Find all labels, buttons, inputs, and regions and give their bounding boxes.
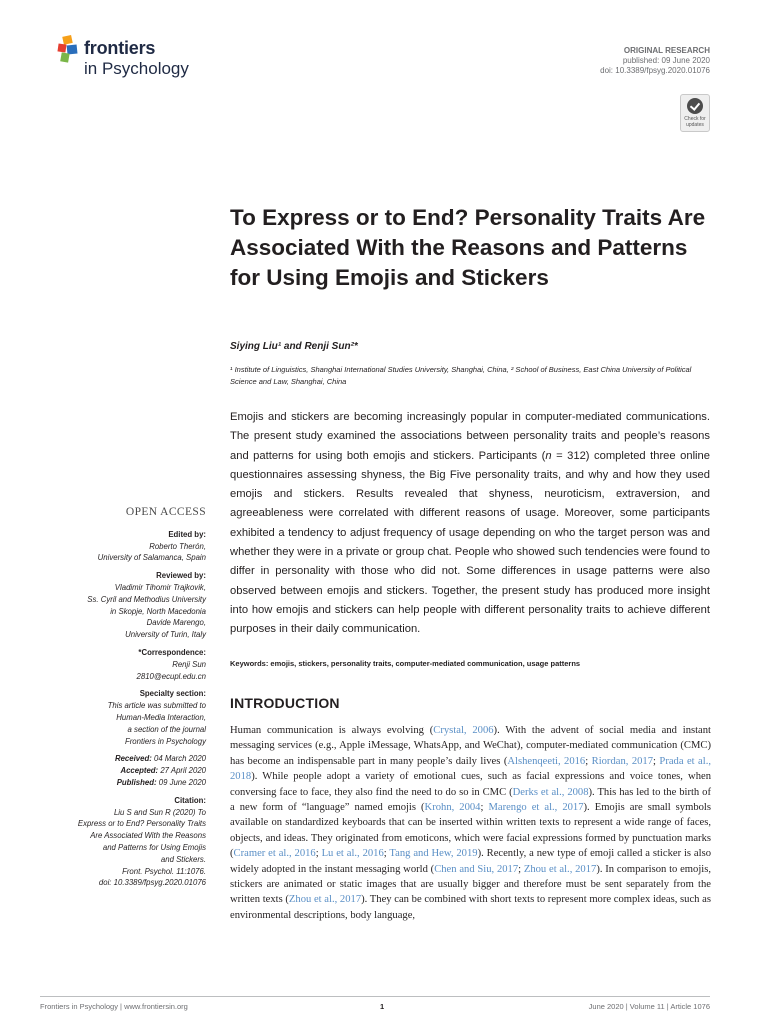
sidebar-line: University of Turin, Italy — [125, 630, 206, 640]
author-affiliations: ¹ Institute of Linguistics, Shanghai International Studies University, Shanghai, China, ² School of Business, East China University of Political Science and Law, Shanghai, China — [230, 365, 692, 386]
sidebar-line: This article was submitted to — [107, 701, 206, 711]
article-authors[interactable]: Siying Liu¹ and Renji Sun²* — [230, 341, 358, 352]
sidebar-line[interactable]: 2810@ecupl.edu.cn — [136, 671, 206, 681]
body-text-run: ; — [653, 755, 660, 767]
check-updates-label: Check for updates — [684, 116, 706, 128]
correspondence-list[interactable] — [40, 659, 206, 683]
specialty-heading: Specialty section: — [139, 689, 206, 699]
citation-link[interactable]: Lu et al., 2016 — [321, 848, 384, 860]
body-text-run: Human communication is always evolving ( — [230, 725, 434, 736]
body-text-run: ). With the advent of social media and instant messaging services (e.g., Apple iMessage, WhatsApp, and WeChat), computer-mediated communication (CMC) has become an indispensable part in many people’s daily lives ( — [230, 725, 711, 767]
citation-link[interactable]: Alshenqeeti, 2016 — [507, 755, 586, 767]
citation-link[interactable]: Zhou et al., 2017 — [523, 863, 597, 875]
sidebar-line: Vladimir Tihomir Trajkovik, — [114, 582, 206, 592]
body-text-run: ; — [518, 863, 524, 875]
body-text-run: ; — [383, 848, 390, 860]
citation-link[interactable]: Tang and Hew, 2019 — [389, 848, 478, 860]
sidebar-line[interactable]: Renji Sun — [172, 659, 206, 669]
edited-by-list — [40, 541, 206, 565]
citation-link[interactable]: Chen and Siu, 2017 — [434, 863, 519, 875]
sidebar-line: Frontiers in Psychology — [124, 736, 206, 746]
sidebar-line: in Skopje, North Macedonia — [110, 606, 206, 616]
article-info-sidebar — [40, 507, 206, 889]
page-number: 1 — [380, 1002, 385, 1011]
sidebar-line: a section of the journal — [127, 724, 206, 734]
sidebar-line: Ss. Cyril and Methodius University — [87, 594, 206, 604]
article-meta — [600, 46, 710, 76]
accepted-date: Accepted: 27 April 2020 — [120, 766, 206, 776]
checkmark-icon — [687, 98, 703, 114]
sidebar-line: Liu S and Sun R (2020) To — [113, 807, 206, 817]
abstract-n-symbol: n — [545, 449, 552, 462]
specialty-list — [40, 700, 206, 747]
received-date: Received: 04 March 2020 — [114, 754, 206, 764]
introduction-paragraph — [230, 723, 711, 923]
citation-link[interactable]: Marengo et al., 2017 — [488, 802, 584, 814]
citation-link[interactable]: Riordan, 2017 — [591, 755, 654, 767]
article-doi[interactable]: doi: 10.3389/fpsyg.2020.01076 — [600, 66, 710, 75]
article-type: ORIGINAL RESEARCH — [623, 46, 710, 55]
keywords: Keywords: emojis, stickers, personality traits, computer-mediated communication, usage patterns — [230, 659, 581, 668]
reviewed-by-list — [40, 582, 206, 641]
article-title: To Express or to End? Personality Traits Are Associated With the Reasons and Patterns for Using Emojis and Stickers — [230, 205, 706, 290]
dates-block — [40, 753, 206, 788]
footer-journal[interactable]: Frontiers in Psychology | www.frontiersin.org — [40, 1002, 188, 1011]
body-text-run: ; — [480, 802, 489, 814]
introduction-heading: INTRODUCTION — [230, 695, 340, 711]
published-date: published: 09 June 2020 — [622, 56, 710, 65]
body-text-run: ; — [585, 755, 592, 767]
open-access-label: OPEN ACCESS — [125, 506, 206, 518]
abstract — [230, 408, 710, 640]
body-text-run: ). In comparison to emojis, stickers are animated or static images that are usually bigger and therefore must be sent separately from the written texts ( — [230, 863, 711, 906]
abstract-text-start: Emojis and stickers are becoming increasingly popular in computer-mediated communications. The present study examined the associations between personality traits and people’s reasons and patterns for using both emojis and stickers. Participants ( — [230, 411, 710, 462]
edited-by-heading: Edited by: — [168, 529, 206, 539]
body-text-run: ). While people adopt a variety of emotional cues, such as facial expressions and voice tones, when conversing face to face, they also find the need to do so in CMC ( — [230, 771, 711, 798]
reviewed-by-heading: Reviewed by: — [156, 571, 206, 581]
citation-heading: Citation: — [174, 795, 206, 805]
correspondence-heading: *Correspondence: — [138, 647, 206, 657]
sidebar-line: Express or to End? Personality Traits — [77, 819, 206, 829]
published-date-sidebar: Published: 09 June 2020 — [116, 777, 206, 787]
sidebar-line: doi: 10.3389/fpsyg.2020.01076 — [98, 878, 206, 888]
footer-divider — [40, 996, 710, 997]
citation-link[interactable]: Zhou et al., 2017 — [288, 894, 362, 906]
citation-link[interactable]: Cramer et al., 2016 — [233, 848, 316, 860]
abstract-text-end: = 312) completed three online questionnaires assessing shyness, the Big Five personality traits, and why and how they used emojis and stickers. Results revealed that shyness, neuroticism, extraversion, and agreeableness were correlated with different reasons of usage. Moreover, some participants exhibited a tendency to adjust frequency of usage depending on who the target person was and whether they were in a private or group chat. People who showed such tendencies were found to differ in personality with those who did not. Some differences in usage patterns were also observed between emojis and stickers. Together, the present study has produced more insight into how emojis and stickers can help people with different personality traits to achieve different purposes in their daily communication. — [230, 449, 710, 636]
sidebar-line: University of Salamanca, Spain — [97, 553, 206, 563]
sidebar-line: Human-Media Interaction, — [116, 712, 206, 722]
check-for-updates-button[interactable] — [680, 94, 710, 132]
citation-link[interactable]: Krohn, 2004 — [424, 802, 481, 814]
sidebar-line: Davide Marengo, — [146, 618, 206, 628]
sidebar-line: Are Associated With the Reasons — [90, 831, 206, 841]
body-text-run: ; — [315, 848, 322, 860]
frontiers-logo-icon — [57, 34, 81, 64]
sidebar-line: and Patterns for Using Emojis — [102, 842, 206, 852]
body-text-run: ). Recently, a new type of emoji called a sticker is also widely adopted in the instant messaging world ( — [230, 848, 711, 875]
journal-brand-subtitle: in Psychology — [84, 59, 189, 78]
body-text-run: ). Emojis are small symbols available on standardized keyboards that can be inserted within written texts to represent a wide range of faces, objects, and ideas. They originated from emoticons, which were facial expressions formed by punctuation marks ( — [230, 802, 711, 860]
sidebar-line: Roberto Therón, — [149, 541, 206, 551]
journal-brand-name: frontiers — [84, 38, 156, 58]
body-text-run: ). They can be combined with short texts to represent more complex ideas, such as environmental descriptions, body language, — [230, 894, 711, 921]
sidebar-line: and Stickers. — [160, 854, 206, 864]
sidebar-line: Front. Psychol. 11:1076. — [122, 866, 206, 876]
citation-link[interactable]: Crystal, 2006 — [433, 725, 494, 736]
footer-issue: June 2020 | Volume 11 | Article 1076 — [588, 1002, 710, 1011]
citation-link[interactable]: Prada et al., 2018 — [230, 755, 712, 783]
citation-link[interactable]: Derks et al., 2008 — [512, 786, 589, 798]
body-text-run: ). This has led to the birth of a new form of “language” named emojis ( — [230, 786, 711, 814]
citation-list — [40, 807, 206, 890]
